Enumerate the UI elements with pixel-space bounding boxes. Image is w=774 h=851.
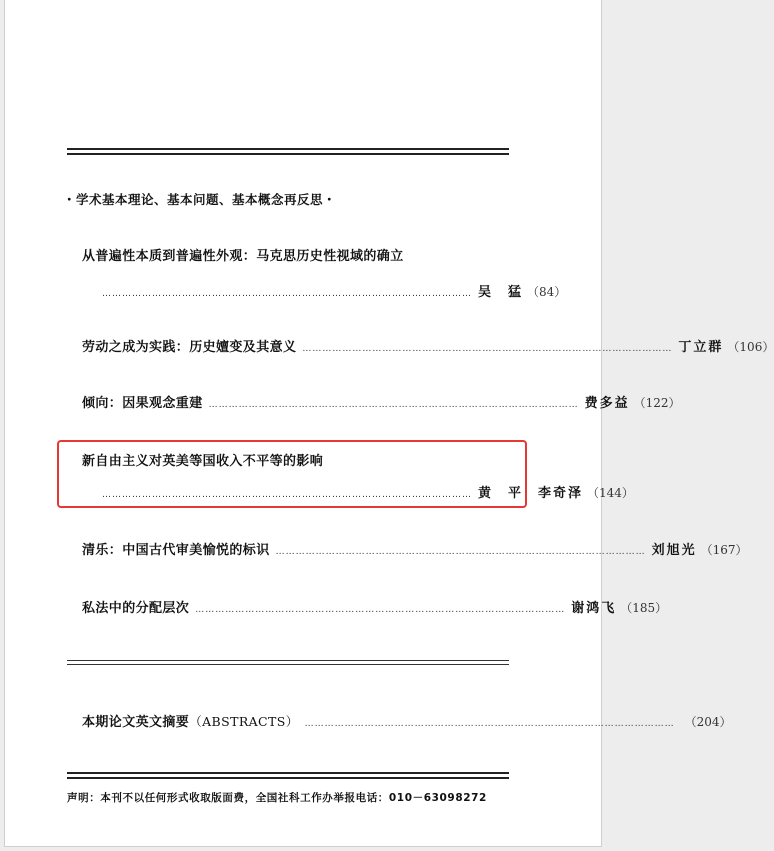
- entry-title: 劳动之成为实践：历史嬗变及其意义: [82, 340, 297, 355]
- abstracts-title-en: （ABSTRACTS）: [189, 714, 299, 729]
- entry-title: 从普遍性本质到普遍性外观：马克思历史性视域的确立: [82, 249, 404, 264]
- leader-dots: …………………………………………………………………………………………………: [208, 400, 579, 410]
- toc-entry-abstracts[interactable]: [82, 711, 732, 731]
- entry-page: （106）: [727, 340, 774, 354]
- entry-page: （144）: [587, 486, 634, 500]
- leader-dots: …………………………………………………………………………………………………: [102, 289, 472, 299]
- entry-page: （122）: [633, 396, 681, 410]
- leader-dots: …………………………………………………………………………………………………: [102, 490, 472, 500]
- document-page: [4, 0, 774, 847]
- footer-statement: 声明：本刊不以任何形式收取版面费，全国社科工作办举报电话：010－63098272: [67, 792, 487, 804]
- entry-author: 吴 猛: [478, 285, 524, 300]
- entry-author: 黄 平 李奇泽: [478, 486, 584, 501]
- entry-author: 费多益: [584, 396, 630, 411]
- entry-author: 谢鸿飞: [571, 601, 617, 616]
- section-heading: ・学术基本理论、基本问题、基本概念再反思・: [63, 192, 337, 207]
- leader-dots: …………………………………………………………………………………………………: [304, 719, 675, 729]
- entry-title: 私法中的分配层次: [82, 601, 190, 616]
- leader-dots: …………………………………………………………………………………………………: [302, 344, 673, 354]
- toc-entry[interactable]: [82, 392, 681, 412]
- toc-entry[interactable]: [82, 597, 668, 617]
- bottom-double-rule: [67, 772, 509, 779]
- entry-title: 清乐：中国古代审美愉悦的标识: [82, 543, 270, 558]
- entry-author: 丁立群: [678, 340, 724, 355]
- toc-entry[interactable]: [82, 336, 774, 356]
- leader-dots: …………………………………………………………………………………………………: [275, 547, 646, 557]
- abstracts-title-cn: 本期论文英文摘要: [82, 715, 190, 730]
- toc-entry[interactable]: [82, 245, 567, 301]
- entry-page: （167）: [700, 543, 748, 557]
- top-double-rule: [67, 148, 509, 155]
- middle-double-rule: [67, 660, 509, 665]
- entry-page: （185）: [620, 601, 668, 615]
- entry-title: 新自由主义对英美等国收入不平等的影响: [82, 454, 324, 469]
- entry-page: （84）: [527, 285, 567, 299]
- entry-author: 刘旭光: [651, 543, 697, 558]
- entry-page: （204）: [684, 715, 732, 729]
- toc-entry[interactable]: [82, 539, 748, 559]
- entry-title: 倾向：因果观念重建: [82, 396, 203, 411]
- leader-dots: …………………………………………………………………………………………………: [195, 605, 566, 615]
- toc-entry-highlighted[interactable]: [82, 450, 634, 502]
